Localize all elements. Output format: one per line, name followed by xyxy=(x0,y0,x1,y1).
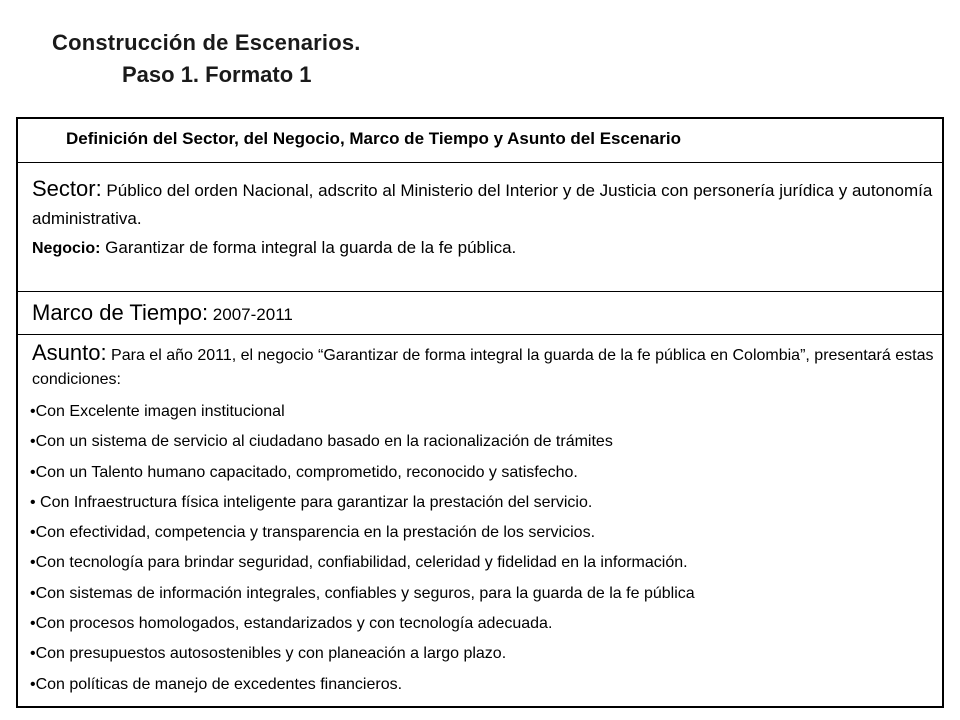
scenario-table xyxy=(16,117,944,708)
negocio-text: Garantizar de forma integral la guarda de la fe pública. xyxy=(100,238,517,257)
negocio-label: Negocio: xyxy=(32,240,101,257)
list-item: •Con un Talento humano capacitado, comprometido, reconocido y satisfecho. xyxy=(30,463,578,481)
page-subtitle: Paso 1. Formato 1 xyxy=(122,62,312,87)
sector-row xyxy=(18,163,942,292)
marco-label: Marco de Tiempo: xyxy=(32,300,209,325)
asunto-row xyxy=(18,335,942,706)
marco-text: 2007-2011 xyxy=(208,305,293,324)
asunto-bullet-list xyxy=(30,397,934,700)
table-header-row xyxy=(18,119,942,163)
list-item: •Con políticas de manejo de excedentes financieros. xyxy=(30,675,403,693)
marco-paragraph xyxy=(32,300,934,329)
list-item: •Con sistemas de información integrales, confiables y seguros, para la guarda de la fe pública xyxy=(30,584,695,602)
list-item: •Con un sistema de servicio al ciudadano basado en la racionalización de trámites xyxy=(30,433,613,451)
list-item: •Con Excelente imagen institucional xyxy=(30,403,285,420)
table-header: Definición del Sector, del Negocio, Marco de Tiempo y Asunto del Escenario xyxy=(66,129,681,148)
list-item: •Con presupuestos autosostenibles y con planeación a largo plazo. xyxy=(30,645,507,663)
page-title: Construcción de Escenarios. xyxy=(52,30,361,55)
list-item: •Con efectividad, competencia y transparencia en la prestación de los servicios. xyxy=(30,524,596,542)
marco-row xyxy=(18,292,942,335)
asunto-label: Asunto: xyxy=(32,340,107,365)
sector-label: Sector: xyxy=(32,176,102,201)
list-item: •Con tecnología para brindar seguridad, confiabilidad, celeridad y fidelidad en la información. xyxy=(30,554,688,572)
asunto-text: Para el año 2011, el negocio “Garantizar de forma integral la guarda de la fe pública en Colombia”, presentará estas condiciones: xyxy=(32,347,934,388)
list-item: •Con procesos homologados, estandarizados y con tecnología adecuada. xyxy=(30,615,553,633)
sector-paragraph xyxy=(32,175,934,233)
sector-text: Público del orden Nacional, adscrito al Ministerio del Interior y de Justicia con personería jurídica y autonomía administrativa. xyxy=(32,181,933,228)
asunto-paragraph xyxy=(32,341,934,392)
negocio-paragraph xyxy=(32,235,934,262)
list-item: • Con Infraestructura física inteligente para garantizar la prestación del servicio. xyxy=(30,493,593,511)
